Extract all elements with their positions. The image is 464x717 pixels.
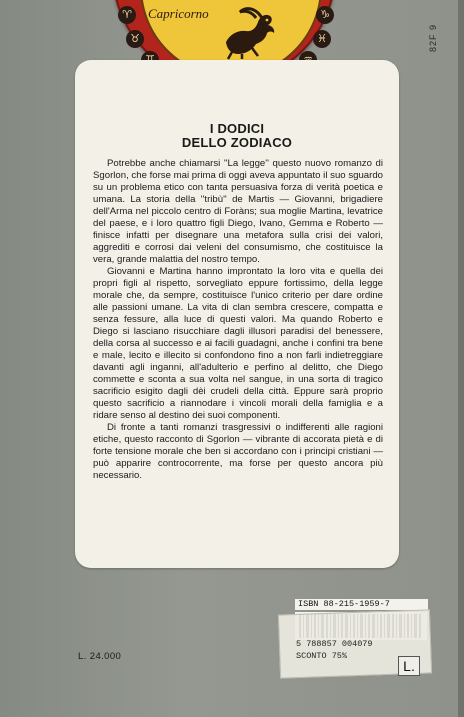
zodiac-sign-name: Capricorno [148,6,209,21]
series-title [75,122,399,150]
aries-icon: ♈ [118,6,136,24]
description-text [93,158,383,482]
isbn-label: ISBN 88-215-1959-7 [295,599,428,610]
sticker-letter: L. [398,656,420,676]
paragraph: Di fronte a tanti romanzi trasgressivi o indifferenti alle ragioni etiche, questo racconto di Sgorlon — vibrante di accorata pietà e di forte tensione morale che ben si accordano con i principi cristiani — può apparire controcorrente, ma forse per questo ancora più necessario. [93,422,383,481]
sticker-discount: SCONTO 75% [296,651,348,661]
pisces-icon: ♓ [313,30,331,48]
series-title-line1: I DODICI [209,121,265,136]
cover-edge [458,0,464,717]
paragraph: Potrebbe anche chiamarsi ''La legge'' questo nuovo romanzo di Sgorlon, che forse mai prima di oggi aveva appuntato il suo sguardo su un problema etico con tanta persuasiva forza di verità poetica e umana. La storia della ''tribù'' de Martis — Giovanni, brigadiere dell'Arma nel piccolo centro di Foràns; sua moglie Martina, levatrice del paese, e i loro quattro figli Diego, Ivano, Gemma e Roberto — finisce infatti per disegnare una metafora sulla crisi dei valori, aggrediti e corrosi dai veleni del consumismo, che costituisce la vera, grande malattia del nostro tempo. [93,158,383,265]
capricorn-goat-icon [212,4,286,60]
series-title-line2: DELLO ZODIACO [181,135,293,150]
capricorn-icon: ♑ [316,6,334,24]
catalog-code: 82F 9 [428,24,438,53]
price-label: L. 24.000 [78,651,122,662]
sticker-barcode-number: 5 788857 004079 [296,639,373,649]
taurus-icon: ♉ [126,30,144,48]
description-panel [75,60,399,568]
paragraph: Giovanni e Martina hanno improntato la loro vita e quella dei propri figli al rispetto, sorvegliato eppure fortissimo, della legge morale che, da sempre, costituisce l'unico criterio per dare ordine alle passioni umane. La vita di clan sembra crescere, compatta e senza fessure, alla luce di questi valori. Ma quando Roberto e Diego si lasciano risucchiare dagli illusori paradisi del benessere, della corsa al successo e ai facili guadagni, anche i confini tra bene e male, lecito e illecito si confondono fino a non farli indietreggiare davanti agli inganni, all'adulterio e perfino al delitto, che Diego commette e sconta a sua volta nel sangue, in una sorta di tragico sacrificio esigito dagli dèi crudeli della città. Eppure sarà proprio questo sacrificio a riannodare i vincoli morali della famiglia e a ridare senso al destino dei suoi componenti. [93,266,383,421]
